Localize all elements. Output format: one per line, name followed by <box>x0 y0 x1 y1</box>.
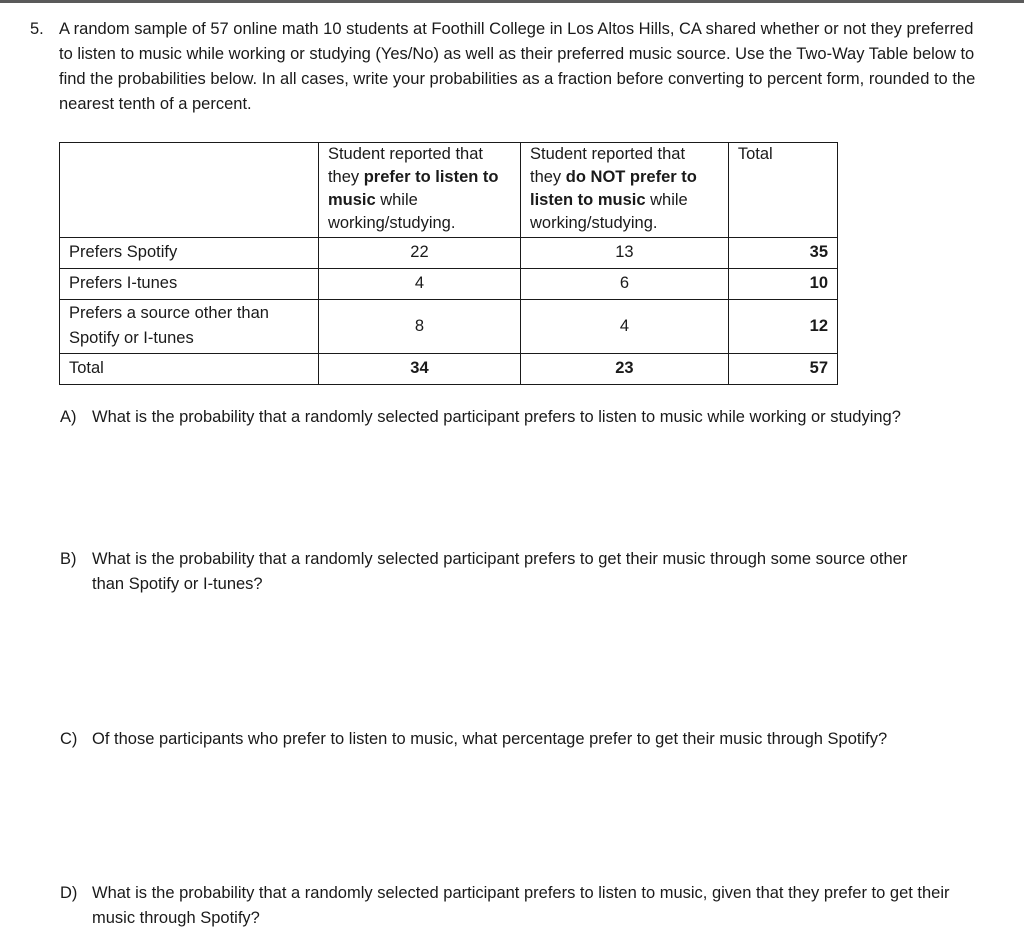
table-row <box>60 300 838 354</box>
header-total: Total <box>728 143 837 238</box>
row-label: Total <box>60 354 319 385</box>
question-letter: B) <box>60 550 77 568</box>
cell-yes: 22 <box>318 238 520 269</box>
table-row <box>60 238 838 269</box>
header-not-prefer-music <box>521 143 729 238</box>
cell-yes: 4 <box>318 269 520 300</box>
question-text: What is the probability that a randomly selected participant prefers to get their music through some source other than Spotify or I-tunes? <box>92 550 908 593</box>
question-text: What is the probability that a randomly selected participant prefers to listen to music, given that they prefer to get their music through Spotify? <box>92 884 950 927</box>
cell-total: 10 <box>728 269 837 300</box>
table-header-row <box>60 143 838 238</box>
cell-no: 13 <box>521 238 729 269</box>
question-letter: D) <box>60 884 78 902</box>
question-text: What is the probability that a randomly selected participant prefers to listen to music while working or studying? <box>92 408 901 426</box>
header-prefer-music <box>318 143 520 238</box>
cell-no: 23 <box>521 354 729 385</box>
problem-text: A random sample of 57 online math 10 students at Foothill College in Los Altos Hills, CA shared whether or not they preferred to listen to music while working or studying (Yes/No) as well as their preferred music source. Use the Two-Way Table below to find the probabilities below. In all cases, write your probabilities as a fraction before converting to percent form, rounded to the nearest tenth of a percent. <box>59 20 976 113</box>
header-not-prefer-post: while working/studying. <box>530 191 688 232</box>
header-not-prefer-bold: do NOT prefer to listen to music <box>530 168 697 209</box>
row-label: Prefers a source other than Spotify or I-tunes <box>60 300 319 354</box>
cell-total: 12 <box>728 300 837 354</box>
cell-no: 6 <box>521 269 729 300</box>
table-total-row <box>60 354 838 385</box>
cell-total: 57 <box>728 354 837 385</box>
header-not-prefer-pre: Student reported that they <box>530 145 686 186</box>
question-letter: C) <box>60 730 78 748</box>
question-text: Of those participants who prefer to listen to music, what percentage prefer to get their music through Spotify? <box>92 730 888 748</box>
problem-number: 5. <box>30 20 44 38</box>
header-prefer-post: while working/studying. <box>327 191 456 232</box>
header-empty-cell <box>60 143 319 238</box>
question-letter: A) <box>60 408 77 426</box>
header-prefer-pre: Student reported that they <box>327 145 483 186</box>
cell-total: 35 <box>728 238 837 269</box>
header-prefer-bold: prefer to listen to music <box>327 168 499 209</box>
cell-yes: 8 <box>318 300 520 354</box>
cell-yes: 34 <box>318 354 520 385</box>
top-border <box>0 0 1024 3</box>
row-label: Prefers I-tunes <box>60 269 319 300</box>
table-row <box>60 269 838 300</box>
cell-no: 4 <box>521 300 729 354</box>
two-way-table <box>59 142 838 385</box>
row-label: Prefers Spotify <box>60 238 319 269</box>
